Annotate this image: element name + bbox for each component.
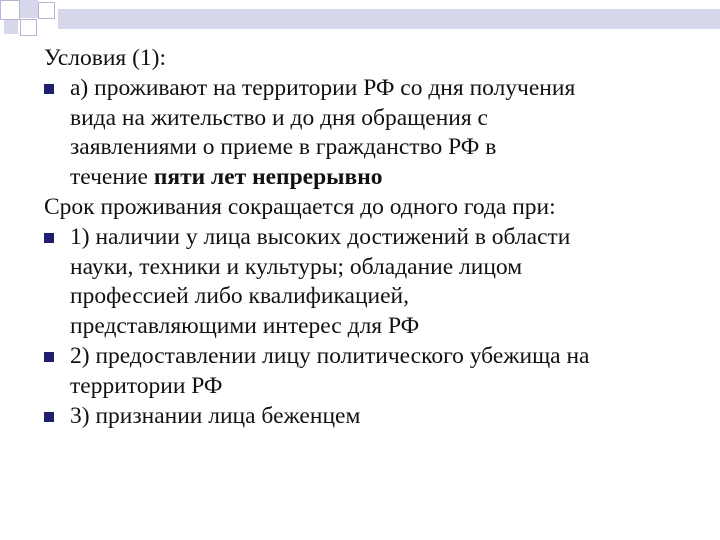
slide-body	[44, 44, 704, 431]
decor-square	[38, 2, 55, 19]
reduction-heading: Срок проживания сокращается до одного года при:	[44, 193, 556, 220]
header-bar	[58, 9, 720, 29]
square-bullet-icon	[44, 352, 54, 362]
reduction-item-1	[44, 223, 704, 342]
condition-a-prefix: течение	[70, 164, 154, 191]
condition-a-last-line	[70, 163, 704, 193]
reduction-item-3	[44, 402, 704, 432]
square-bullet-icon	[44, 84, 54, 94]
reduction-item-line: 2) предоставлении лицу политического убежища на	[70, 342, 590, 369]
square-bullet-icon	[44, 233, 54, 243]
reduction-item-line: профессией либо квалификацией,	[70, 283, 409, 310]
decor-square	[20, 19, 37, 36]
reduction-item-line: территории РФ	[70, 372, 223, 399]
reduction-item-line: 1) наличии у лица высоких достижений в области	[70, 223, 571, 250]
decor-square	[0, 0, 20, 20]
square-bullet-icon	[44, 412, 54, 422]
condition-a-line: а) проживают на территории РФ со дня получения	[70, 74, 576, 101]
decor-square	[20, 0, 38, 18]
decor-square	[4, 20, 18, 34]
reduction-item-line: 3) признании лица беженцем	[70, 402, 361, 429]
conditions-heading: Условия (1):	[44, 45, 167, 71]
reduction-item-line: науки, техники и культуры; обладание лицом	[70, 253, 523, 280]
condition-a-item	[44, 74, 704, 193]
reduction-item-2	[44, 342, 704, 402]
condition-a-emphasis: пяти лет непрерывно	[153, 164, 383, 191]
condition-a-line: заявлениями о приеме в гражданство РФ в	[70, 134, 497, 161]
header-decoration	[0, 0, 720, 40]
reduction-item-line: представляющими интерес для РФ	[70, 313, 420, 340]
condition-a-line: вида на жительство и до дня обращения с	[70, 104, 488, 131]
